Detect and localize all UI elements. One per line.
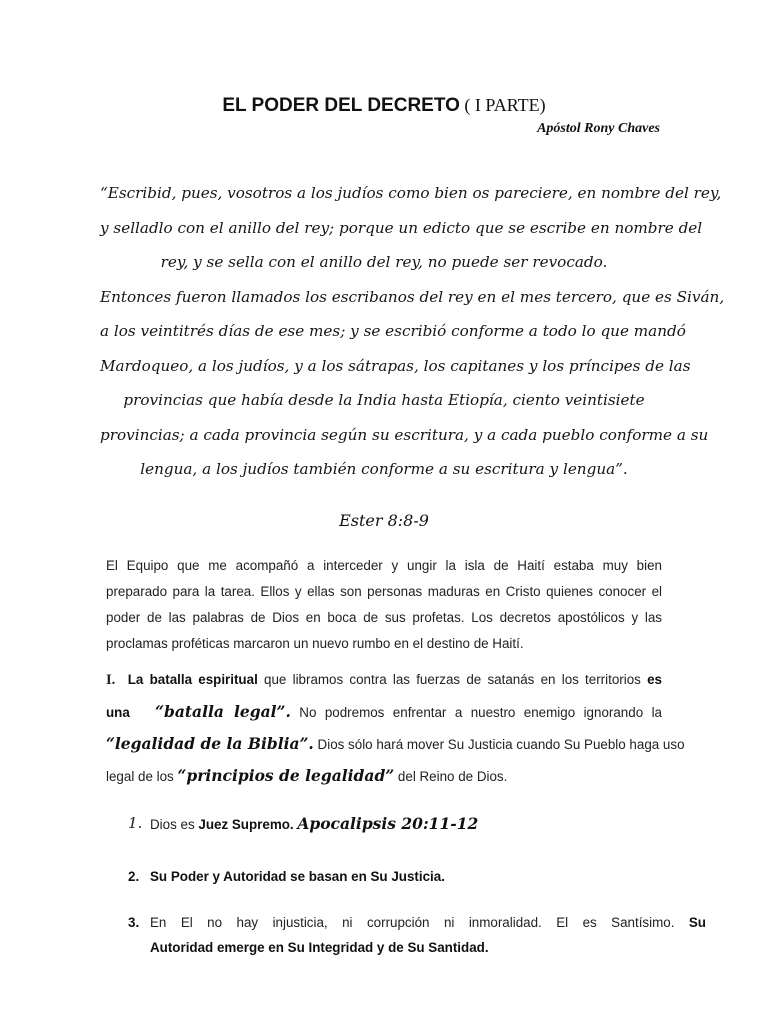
list-number: 3. [128,915,140,930]
intro-paragraph [106,553,662,657]
list-item [106,910,706,960]
bold-text: Su [688,915,706,930]
paragraph-line: poder de las palabras de Dios en boca de sus profetas. Los decretos apostólicos y las [106,610,662,625]
paragraph-line [150,910,706,935]
quote-line: “Escribid, pues, vosotros a los judíos como bien os pareciere, en nombre del rey, [100,184,722,202]
quote-line: Entonces fueron llamados los escribanos del rey en el mes tercero, que es Siván, [100,287,725,306]
list-number: 1. [128,814,143,832]
paragraph-line [106,664,662,696]
quote-line: y selladlo con el anillo del rey; porque un edicto que se escribe en nombre del [100,218,703,237]
quote-line: rey, y se sella con el anillo del rey, no puede ser revocado. [160,253,608,271]
title-part: ( I PARTE) [459,95,546,115]
paragraph-line: proclamas proféticas marcaron un nuevo rumbo en el destino de Haití. [106,636,524,651]
document-title [0,92,768,119]
quote-line: Mardoqueo, a los judíos, y a los sátrapas, los capitanes y los príncipes de las [100,356,691,375]
list-number: 2. [128,869,140,884]
bold-text: Juez Supremo. [198,817,294,832]
bold-text: es [647,672,662,687]
body-text: Dios es [150,817,199,832]
title-main: EL PODER DEL DECRETO [222,95,460,116]
quote-line: a los veintitrés días de ese mes; y se escribió conforme a todo lo que mandó [100,322,686,340]
paragraph-line: preparado para la tarea. Ellos y ellas son personas maduras en Cristo quienes conocer el [106,584,662,599]
quote-line: provincias que había desde la India hasta Etiopía, ciento veintisiete [123,391,645,409]
scripture-reference-inline: Apocalipsis 20:11-12 [297,814,479,833]
body-text: Dios sólo hará mover Su Justicia cuando Su Pueblo haga uso [313,737,685,752]
point-number: I. [106,672,116,688]
scripture-reference: Ester 8:8-9 [339,511,429,530]
list-item [106,869,706,884]
bold-text: una [106,705,130,720]
list-item [106,814,706,833]
paragraph-line [106,696,662,728]
bold-text: La batalla espiritual [127,672,258,687]
scripture-quote [100,176,725,487]
body-text: legal de los [106,769,178,784]
emphasis-quote: “batalla legal”. [155,702,291,721]
body-text: En El no hay injusticia, ni corrupción ni inmoralidad. El es Santísimo. [150,915,689,930]
body-text: del Reino de Dios. [394,769,508,784]
body-text: que libramos contra las fuerzas de satanás en los territorios [257,672,648,687]
author-line: Apóstol Rony Chaves [537,121,660,136]
body-text: No podremos enfrentar a nuestro enemigo ignorando la [290,705,662,720]
point-one-paragraph [106,664,685,792]
emphasis-quote: “legalidad de la Biblia”. [106,734,314,753]
quote-line: lengua, a los judíos también conforme a su escritura y lengua”. [140,460,628,478]
bold-text: Autoridad emerge en Su Integridad y de Su Santidad. [150,940,489,955]
emphasis-quote: “principios de legalidad” [177,766,395,785]
bold-text: Su Poder y Autoridad se basan en Su Justicia. [150,869,445,884]
quote-line: provincias; a cada provincia según su escritura, y a cada pueblo conforme a su [100,425,709,444]
paragraph-line [106,728,685,760]
paragraph-line: El Equipo que me acompañó a interceder y ungir la isla de Haití estaba muy bien [106,558,662,573]
paragraph-line [106,760,662,792]
